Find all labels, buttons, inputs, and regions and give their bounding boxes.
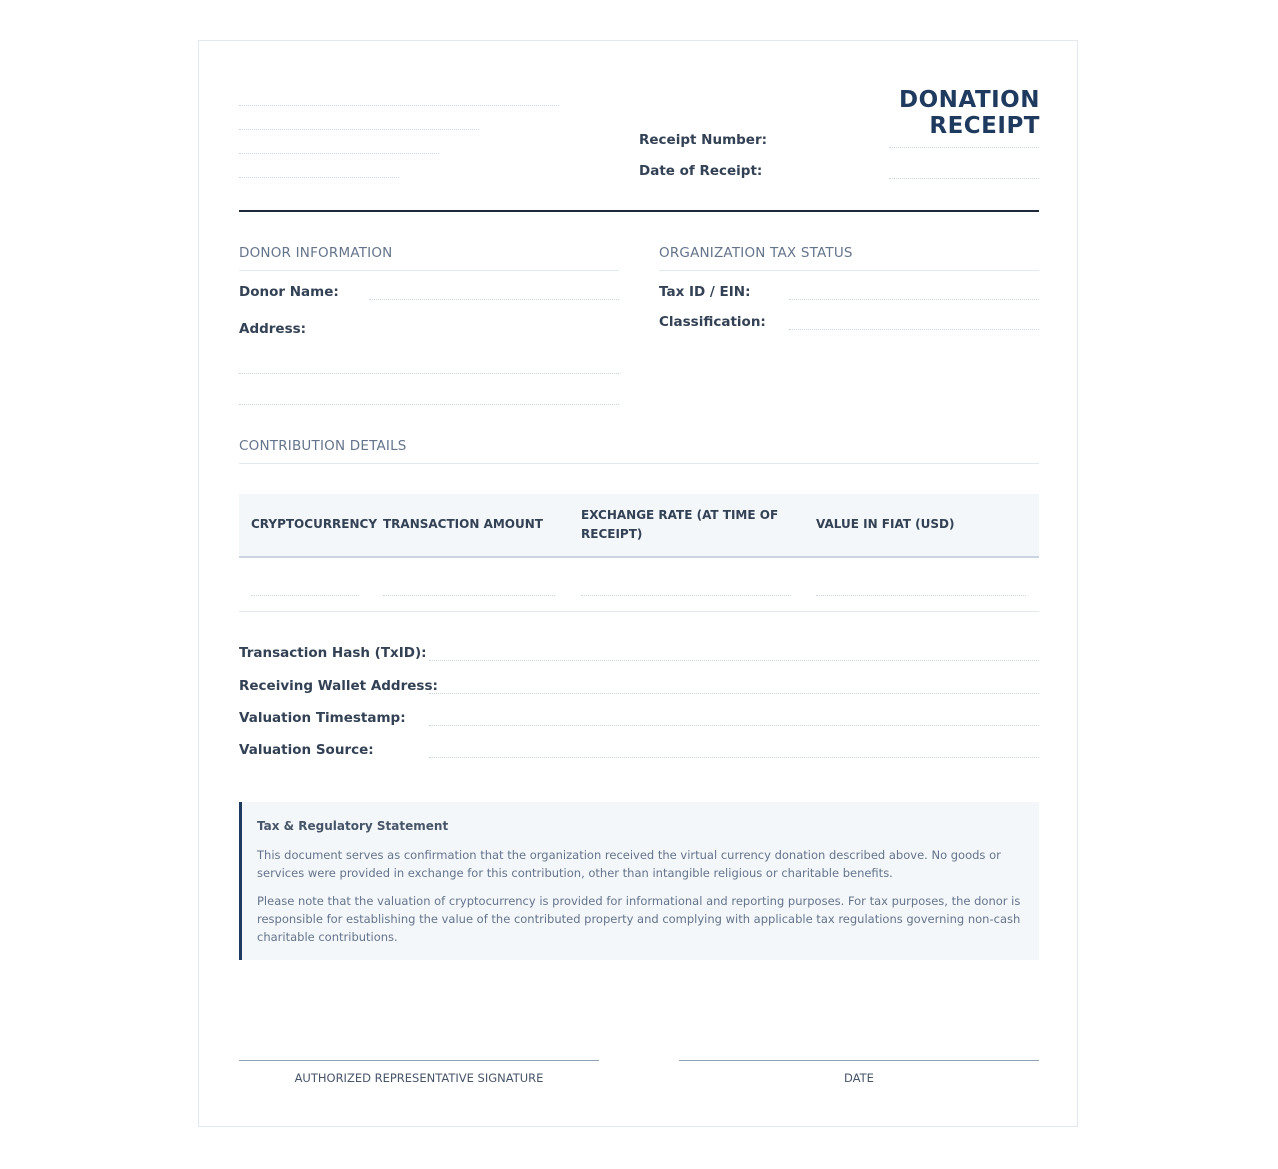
column-exchange-rate: EXCHANGE RATE (AT TIME OF RECEIPT) — [581, 508, 779, 541]
receipt-number-label: Receipt Number: — [639, 132, 768, 148]
valuation-timestamp-field[interactable] — [429, 725, 1039, 726]
header-divider — [239, 210, 1039, 212]
signature-label: AUTHORIZED REPRESENTATIVE SIGNATURE — [294, 1071, 544, 1085]
donor-address-label: Address: — [239, 321, 307, 337]
tax-status-heading: ORGANIZATION TAX STATUS — [659, 245, 853, 261]
tax-statement-paragraph-1: This document serves as confirmation that the organization received the virtual currency donation described above. No goods or services were provided in exchange for this contribution, other than intangible religious or charitable benefits. — [257, 848, 1001, 880]
classification-label: Classification: — [659, 314, 766, 330]
donor-name-label: Donor Name: — [239, 284, 339, 300]
txid-field[interactable] — [429, 660, 1039, 661]
date-label: DATE — [844, 1071, 874, 1085]
tax-id-field[interactable] — [789, 299, 1039, 300]
valuation-source-field[interactable] — [429, 757, 1039, 758]
date-of-receipt-field[interactable] — [889, 178, 1039, 179]
tax-statement-paragraph-2: Please note that the valuation of cryptocurrency is provided for informational and reporting purposes. For tax purposes, the donor is responsible for establishing the value of the contributed property and complying with applicable tax regulations governing non-cash charitable contributions. — [257, 894, 1021, 944]
donor-heading-rule — [239, 270, 619, 271]
transaction-amount-field[interactable] — [383, 595, 555, 596]
tax-id-label: Tax ID / EIN: — [659, 284, 751, 300]
tax-heading-rule — [659, 270, 1039, 271]
donor-address-field-1[interactable] — [239, 373, 619, 374]
column-cryptocurrency: CRYPTOCURRENCY — [251, 517, 378, 531]
donor-name-field[interactable] — [369, 299, 619, 300]
donor-info-heading: DONOR INFORMATION — [239, 245, 393, 261]
column-transaction-amount: TRANSACTION AMOUNT — [383, 517, 543, 531]
tax-statement-box — [239, 802, 1039, 960]
receipt-page — [198, 40, 1078, 1127]
valuation-timestamp-label: Valuation Timestamp: — [239, 710, 406, 726]
wallet-address-label: Receiving Wallet Address: — [239, 678, 438, 694]
org-address-line-1[interactable] — [239, 129, 479, 130]
table-row-bottom-rule — [239, 611, 1039, 612]
value-fiat-field[interactable] — [816, 595, 1026, 596]
txid-label: Transaction Hash (TxID): — [239, 645, 427, 661]
exchange-rate-field[interactable] — [581, 595, 791, 596]
valuation-source-label: Valuation Source: — [239, 742, 374, 758]
contribution-heading-rule — [239, 463, 1039, 464]
date-of-receipt-label: Date of Receipt: — [639, 163, 763, 179]
wallet-address-field[interactable] — [429, 693, 1039, 694]
donor-address-field-2[interactable] — [239, 404, 619, 405]
contribution-table-header — [239, 494, 1039, 558]
org-name-line[interactable] — [239, 105, 559, 106]
signature-line[interactable] — [239, 1060, 599, 1061]
classification-field[interactable] — [789, 329, 1039, 330]
org-address-line-3[interactable] — [239, 177, 399, 178]
column-value-fiat: VALUE IN FIAT (USD) — [816, 517, 955, 531]
contribution-heading: CONTRIBUTION DETAILS — [239, 438, 407, 454]
receipt-number-field[interactable] — [889, 147, 1039, 148]
cryptocurrency-field[interactable] — [251, 595, 359, 596]
tax-statement-title: Tax & Regulatory Statement — [257, 819, 449, 833]
receipt-title: DONATION RECEIPT — [899, 87, 1040, 139]
org-address-line-2[interactable] — [239, 153, 439, 154]
date-line[interactable] — [679, 1060, 1039, 1061]
